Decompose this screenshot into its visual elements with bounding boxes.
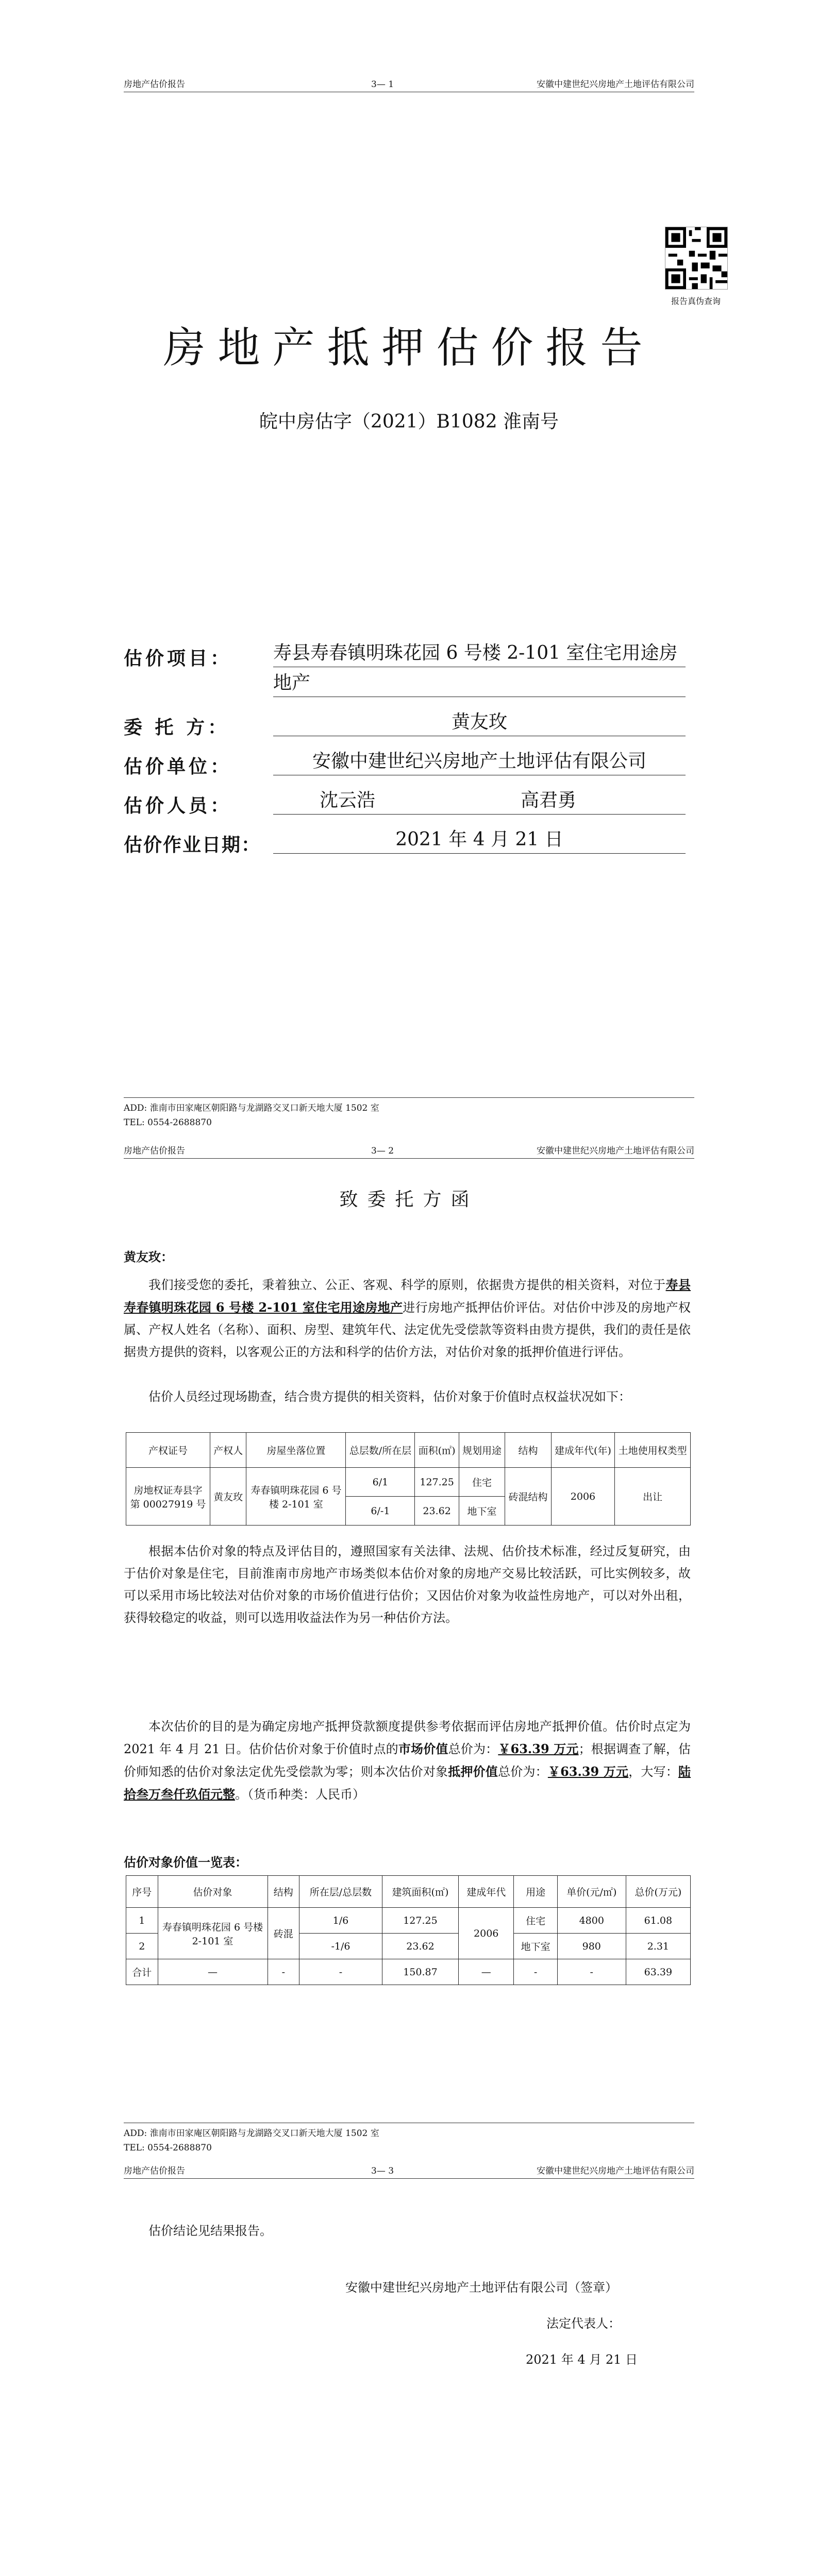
header-left: 房地产估价报告 [124,79,185,90]
header-cell: 土地使用权类型 [615,1433,691,1468]
sum-price: - [557,1959,626,1985]
legal-rep: 法定代表人： [546,2316,621,2331]
floor: 6/-1 [346,1497,415,1526]
use: 住宅 [514,1908,557,1934]
para4-text: ；根据调查了解，估价师知悉的估价对象法定优先受偿款为零；则本次估价对象 [124,1742,691,1779]
document-number: 皖中房估字（2021）B1082 淮南号 [259,411,559,432]
header-left: 房地产估价报告 [124,1146,185,1156]
unit-price: 4800 [557,1908,626,1934]
project-value-line2: 地产 [273,670,686,697]
company-signature: 安徽中建世纪兴房地产土地评估有限公司（签章） [345,2280,617,2295]
page-header [124,2164,694,2179]
header-company: 安徽中建世纪兴房地产土地评估有限公司 [537,1146,694,1156]
conclusion-text: 估价结论见结果报告。 [148,2224,272,2238]
appraiser-1: 沈云浩 [320,790,376,811]
sum-object: — [158,1959,268,1985]
structure: 砖混结构 [505,1468,551,1526]
page-footer [124,2123,694,2155]
page-header [124,1144,694,1159]
letter-title: 致委托方函 [339,1189,479,1210]
header-company: 安徽中建世纪兴房地产土地评估有限公司 [537,2166,694,2176]
client-value: 黄友玫 [273,709,686,736]
org-label: 估价单位： [124,756,232,777]
appraiser-line [273,787,686,815]
header-cell: 所在层/总层数 [299,1876,382,1908]
area: 23.62 [415,1497,459,1526]
footer-tel: TEL: 0554-2688870 [124,1117,212,1128]
market-value-label: 市场价值 [398,1741,448,1756]
market-value-amount: ￥63.39 万元 [498,1741,579,1756]
date-label: 估价作业日期： [124,834,261,856]
para4-text: 总价为： [448,1742,498,1756]
sum-use: - [514,1959,557,1985]
sum-total: 63.39 [626,1959,690,1985]
paragraph-2: 估价人员经过现场勘查，结合贵方提供的相关资料，估价对象于价值时点权益状况如下： [148,1389,631,1404]
header-page-number: 3— 1 [371,79,394,90]
row-number: 2 [126,1934,158,1959]
header-cell: 建成年代 [459,1876,514,1908]
table-header-row [126,1433,691,1468]
floor: 1/6 [299,1908,382,1934]
value-table [126,1875,691,1985]
header-cell: 用途 [514,1876,557,1908]
footer-tel: TEL: 0554-2688870 [124,2143,212,2153]
header-cell: 建成年代(年) [551,1433,614,1468]
sum-area: 150.87 [382,1959,458,1985]
header-page-number: 3— 3 [371,2166,394,2176]
qr-caption: 报告真伪查询 [671,296,721,306]
appraiser-2: 高君勇 [521,790,577,811]
header-cell: 总价(万元) [626,1876,690,1908]
use: 地下室 [459,1497,505,1526]
total-price: 2.31 [626,1934,690,1959]
sum-floor: - [299,1959,382,1985]
header-cell: 规划用途 [459,1433,505,1468]
para1-text: 我们接受您的委托，秉着独立、公正、客观、科学的原则，依据贵方提供的相关资料，对位于 [148,1278,666,1292]
land-type: 出让 [615,1468,691,1526]
sum-year: — [459,1959,514,1985]
table-row [126,1908,691,1934]
header-cell: 估价对象 [158,1876,268,1908]
header-cell: 房屋坐落位置 [246,1433,346,1468]
para4-text: 总价为： [498,1765,548,1779]
signature-date: 2021 年 4 月 21 日 [526,2352,638,2367]
sum-label: 合计 [126,1959,158,1985]
value-table-title: 估价对象价值一览表： [124,1855,247,1870]
sum-structure: - [268,1959,299,1985]
paragraph-1 [124,1274,691,1363]
mortgage-value-label: 抵押价值 [448,1764,498,1779]
project-value-line1: 寿县寿春镇明珠花园 6 号楼 2-101 室住宅用途房 [273,640,686,667]
header-cell: 结构 [505,1433,551,1468]
paragraph-4 [124,1716,691,1806]
date-value: 2021 年 4 月 21 日 [273,826,686,854]
owner: 黄友玫 [210,1468,246,1526]
area: 127.25 [382,1908,458,1934]
table-row [126,1468,691,1497]
client-label: 委 托 方： [124,717,230,738]
footer-address: ADD: 淮南市田家庵区朝阳路与龙湖路交叉口新天地大厦 1502 室 [124,2128,379,2139]
floor: -1/6 [299,1934,382,1959]
subject-property: 寿县寿春镇明珠花园 6 号楼 2-101 室住宅用途房地产 [124,1277,691,1315]
use: 住宅 [459,1468,505,1497]
mortgage-value-amount: ￥63.39 万元 [547,1764,629,1779]
header-cell: 总层数/所在层 [346,1433,415,1468]
structure: 砖混 [268,1908,299,1959]
para1-text-cont: 进行房地产抵押估价评估。对估价中涉及的房地产权属、产权人姓名（名称）、面积、房型、建筑年代、法定优先受偿款等资料由贵方提供，我们的责任是依据贵方提供的资料，以客观公正的方法和科学的估价方法，对估价对象的抵押价值进行评估。 [124,1300,691,1359]
object: 寿春镇明珠花园 6 号楼 2-101 室 [158,1908,268,1959]
unit-price: 980 [557,1934,626,1959]
location: 寿春镇明珠花园 6 号楼 2-101 室 [246,1468,346,1526]
header-cell: 序号 [126,1876,158,1908]
table-header-row [126,1876,691,1908]
cert-number: 房地权证寿县字第 00027919 号 [126,1468,210,1526]
amount-in-words: 陆拾叁万叁仟玖佰元整 [124,1764,691,1802]
header-cell: 产权证号 [126,1433,210,1468]
header-page-number: 3— 2 [371,1146,394,1156]
para4-text: 本次估价的目的是为确定房地产抵押贷款额度提供参考依据而评估房地产抵押价值。估价时点定为 2021 年 4 月 21 日。估价估价对象于价值时点的 [124,1719,691,1756]
report-title: 房地产抵押估价报告 [163,324,655,372]
row-number: 1 [126,1908,158,1934]
page-footer [124,1097,694,1130]
table-sum-row [126,1959,691,1985]
header-cell: 建筑面积(㎡) [382,1876,458,1908]
header-company: 安徽中建世纪兴房地产土地评估有限公司 [537,79,694,90]
floor: 6/1 [346,1468,415,1497]
year: 2006 [551,1468,614,1526]
header-cell: 产权人 [210,1433,246,1468]
para4-text: ，大写： [628,1765,679,1779]
page-header [124,77,694,92]
year: 2006 [459,1908,514,1959]
use: 地下室 [514,1934,557,1959]
qr-code-icon [665,227,728,290]
appraiser-label: 估价人员： [124,795,232,817]
footer-address: ADD: 淮南市田家庵区朝阳路与龙湖路交叉口新天地大厦 1502 室 [124,1103,379,1113]
header-cell: 结构 [268,1876,299,1908]
header-cell: 面积(㎡) [415,1433,459,1468]
area: 127.25 [415,1468,459,1497]
paragraph-3: 根据本估价对象的特点及评估目的，遵照国家有关法律、法规、估价技术标准，经过反复研究，由于估价对象是住宅，目前淮南市房地产市场类似本估价对象的房地产交易比较活跃，可比实例较多，故可以采用市场比较法对估价对象的市场价值进行估价；又因估价对象为收益性房地产，可以对外出租，获得较稳定的收益，则可以选用收益法作为另一种估价方法。 [124,1544,691,1625]
area: 23.62 [382,1934,458,1959]
para4-text: 。（货币种类：人民币） [235,1787,365,1802]
total-price: 61.08 [626,1908,690,1934]
rights-table [126,1432,691,1526]
project-label: 估价项目： [124,648,232,669]
org-value: 安徽中建世纪兴房地产土地评估有限公司 [273,748,686,775]
header-cell: 单价(元/㎡) [557,1876,626,1908]
salutation: 黄友玫： [124,1249,173,1264]
header-left: 房地产估价报告 [124,2166,185,2176]
